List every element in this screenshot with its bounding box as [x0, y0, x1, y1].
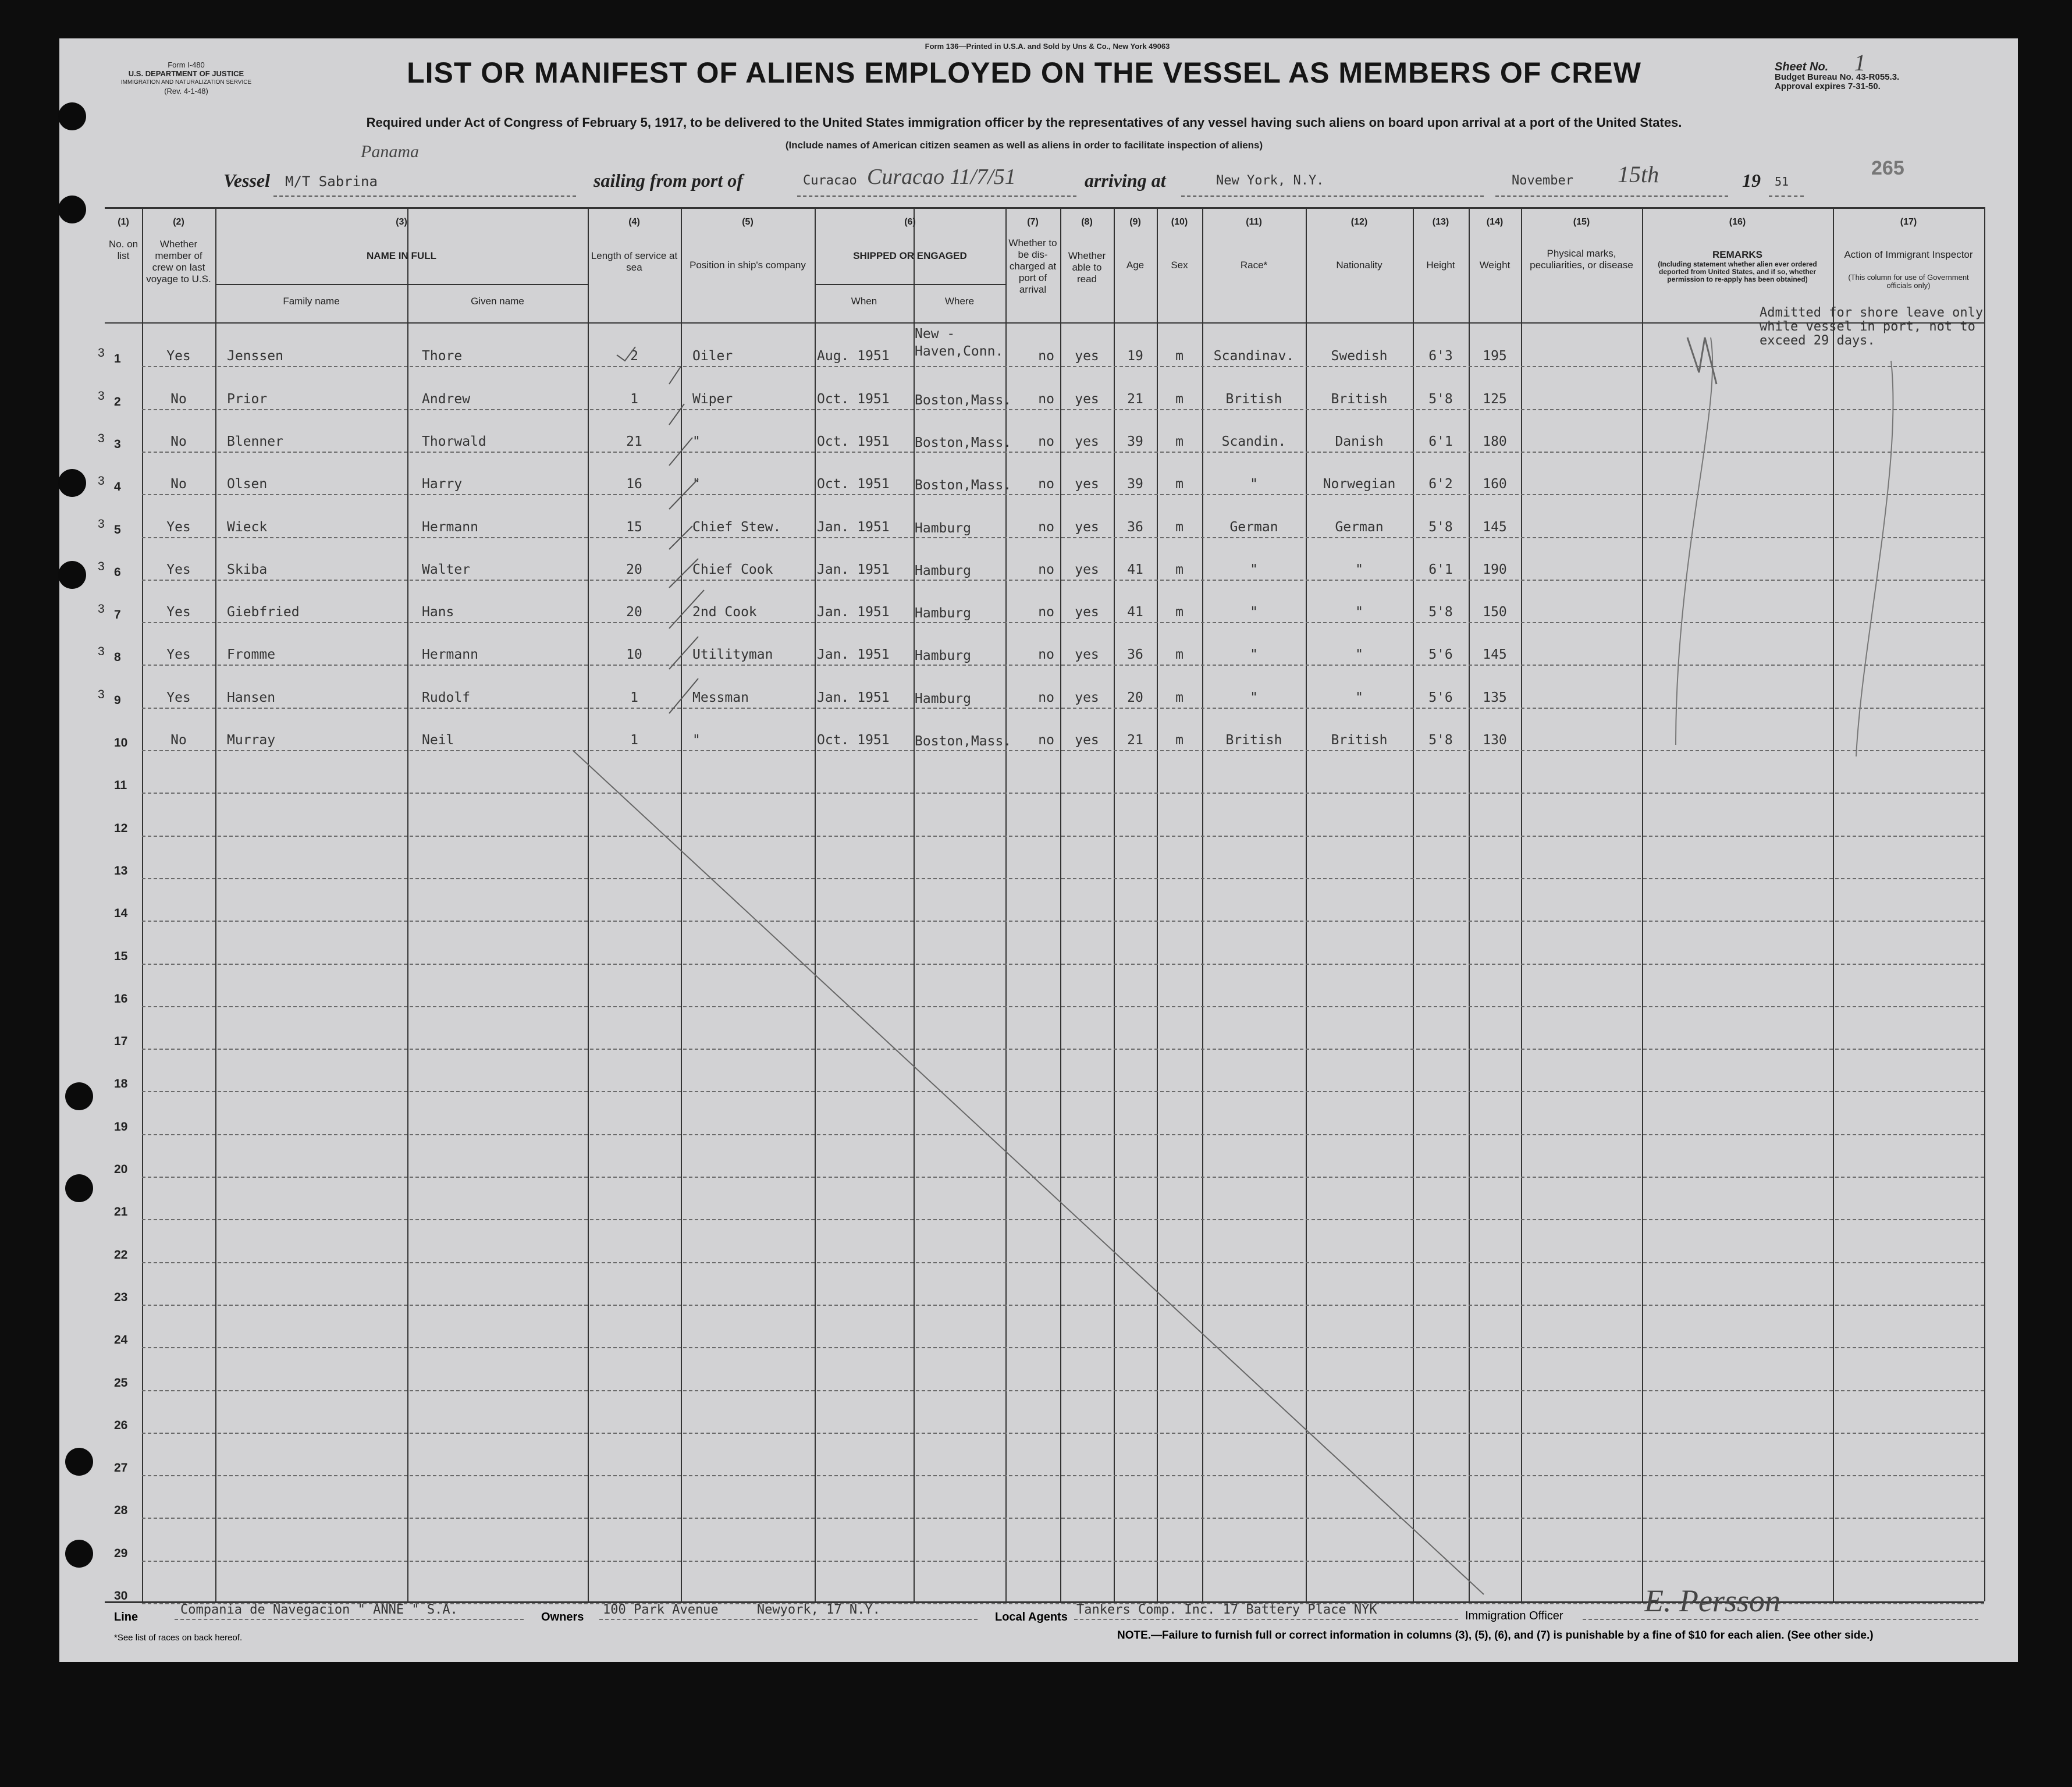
cell-position: Wiper [692, 391, 733, 407]
cell-weight: 135 [1483, 690, 1507, 705]
row-number: 16 [114, 992, 128, 1006]
cell-family: Olsen [227, 477, 268, 492]
approval-expires: Approval expires 7-31-50. [1775, 81, 1881, 91]
budget-bureau: Budget Bureau No. 43-R055.3. [1775, 72, 1900, 82]
cell-nationality: " [1355, 647, 1363, 663]
cell-service: 1 [630, 690, 638, 705]
cell-service: 20 [626, 562, 642, 577]
cell-read: yes [1075, 647, 1099, 663]
cell-weight: 150 [1483, 605, 1507, 620]
cell-when: Oct. 1951 [817, 391, 890, 407]
cell-given: Hans [422, 605, 454, 620]
header-c9: Age [1126, 260, 1145, 271]
arriving-label: arriving at [1085, 170, 1166, 191]
row-number: 23 [114, 1290, 128, 1304]
cell-given: Rudolf [422, 690, 471, 705]
cell-read: yes [1075, 733, 1099, 748]
cell-weight: 180 [1483, 434, 1507, 449]
cell-where: Boston,Mass. [915, 392, 1012, 408]
vessel-flag-note: Panama [361, 142, 419, 161]
header-c6a: When [851, 296, 877, 307]
cell-race: British [1225, 391, 1282, 407]
cell-family: Giebfried [227, 605, 300, 620]
cell-prev: No [170, 477, 187, 492]
cell-when: Jan. 1951 [817, 647, 890, 663]
row-number: 9 [114, 693, 121, 707]
owners-value: 100 Park Avenue Newyork, 17 N.Y. [603, 1603, 880, 1617]
cell-family: Fromme [227, 647, 276, 663]
cell-where: Boston,Mass. [915, 478, 1012, 493]
cell-read: yes [1075, 519, 1099, 535]
cell-service: 16 [626, 477, 642, 492]
cell-position: Chief Stew. [692, 519, 781, 535]
row-prefix: 3 [98, 346, 105, 360]
row-prefix: 3 [98, 687, 105, 701]
cell-age: 21 [1127, 733, 1143, 748]
cell-prev: Yes [166, 349, 191, 364]
cell-age: 36 [1127, 519, 1143, 535]
cell-age: 21 [1127, 391, 1143, 407]
cell-given: Andrew [422, 391, 471, 407]
column-number: (11) [1246, 217, 1262, 227]
cell-weight: 130 [1483, 733, 1507, 748]
sheet-label: Sheet No. [1775, 61, 1829, 73]
row-number: 11 [114, 779, 127, 793]
column-number: (9) [1129, 217, 1141, 227]
line-underline [175, 1619, 524, 1620]
row-number: 6 [114, 565, 121, 579]
cell-prev: Yes [166, 562, 191, 577]
form-number: Form I-480 [168, 61, 205, 69]
column-number: (1) [118, 217, 129, 227]
cell-read: yes [1075, 605, 1099, 620]
cell-prev: No [170, 434, 187, 449]
cell-when: Jan. 1951 [817, 562, 890, 577]
header-c13: Height [1426, 260, 1455, 271]
cell-position: Oiler [692, 349, 733, 364]
column-number: (2) [173, 217, 184, 227]
cell-height: 5'8 [1428, 519, 1453, 535]
row-number: 7 [114, 608, 121, 622]
sheet-number: 1 [1854, 49, 1866, 76]
cell-discharged: no [1038, 434, 1054, 449]
cell-race: " [1250, 605, 1258, 620]
header-c14: Weight [1479, 260, 1511, 271]
row-number: 28 [114, 1504, 128, 1518]
cell-race: " [1250, 477, 1258, 492]
row-prefix: 3 [98, 645, 105, 659]
cell-nationality: Danish [1335, 434, 1384, 449]
column-number: (15) [1573, 217, 1590, 227]
penalty-note: NOTE.—Failure to furnish full or correct information in columns (3), (5), (6), and (7) is punishable by a fine of $10 for each alien. (See other side.) [1117, 1629, 1874, 1642]
header-c17-detail: (This column for use of Government officials only) [1848, 273, 1969, 290]
cell-position: 2nd Cook [692, 605, 757, 620]
sailing-port-handwritten: Curacao 11/7/51 [867, 165, 1016, 189]
cell-height: 5'8 [1428, 605, 1453, 620]
officer-signature: E. Persson [1644, 1583, 1780, 1618]
cell-age: 41 [1127, 605, 1143, 620]
arrival-month: November [1512, 173, 1573, 188]
cell-height: 5'8 [1428, 391, 1453, 407]
printer-line: Form 136—Printed in U.S.A. and Sold by Uns & Co., New York 49063 [925, 42, 1170, 51]
cell-discharged: no [1038, 391, 1054, 407]
cell-discharged: no [1038, 733, 1054, 748]
header-c16: REMARKS [1712, 249, 1762, 260]
cell-family: Wieck [227, 519, 268, 535]
cell-discharged: no [1038, 519, 1054, 535]
row-number: 29 [114, 1546, 128, 1560]
form-title: LIST OR MANIFEST OF ALIENS EMPLOYED ON THE VESSEL AS MEMBERS OF CREW [407, 56, 1641, 89]
cell-weight: 145 [1483, 519, 1507, 535]
cell-given: Walter [422, 562, 471, 577]
header-c3b: Given name [471, 296, 524, 307]
agents-label: Local Agents [995, 1611, 1068, 1623]
cell-where: Hamburg [915, 648, 971, 664]
cell-prev: Yes [166, 647, 191, 663]
department: U.S. DEPARTMENT OF JUSTICE [128, 69, 244, 78]
cell-height: 6'3 [1428, 349, 1453, 364]
cell-race: " [1250, 562, 1258, 577]
cell-read: yes [1075, 434, 1099, 449]
owners-label: Owners [541, 1611, 584, 1623]
sailing-port: Curacao [803, 173, 857, 188]
row-number: 10 [114, 736, 128, 749]
cell-when: Aug. 1951 [817, 349, 890, 364]
sailing-label: sailing from port of [593, 170, 743, 191]
cell-service: 1 [630, 391, 638, 407]
owners-underline [599, 1619, 978, 1620]
cell-age: 19 [1127, 349, 1143, 364]
cell-service: 2 [630, 349, 638, 364]
cell-age: 20 [1127, 690, 1143, 705]
row-number: 27 [114, 1461, 128, 1475]
cell-when: Jan. 1951 [817, 605, 890, 620]
officer-underline [1583, 1619, 1978, 1620]
cell-sex: m [1175, 690, 1184, 705]
cell-read: yes [1075, 349, 1099, 364]
revision: (Rev. 4-1-48) [164, 87, 208, 95]
cell-service: 10 [626, 647, 642, 663]
row-number: 1 [114, 352, 121, 366]
row-number: 20 [114, 1163, 128, 1176]
required-text: Required under Act of Congress of February 5, 1917, to be delivered to the United States immigration officer by the representatives of any vessel having such aliens on board upon arrival at a port of the United States. [366, 115, 1682, 130]
row-number: 17 [114, 1035, 128, 1049]
cell-weight: 190 [1483, 562, 1507, 577]
header-c3: NAME IN FULL [367, 250, 436, 261]
cell-service: 20 [626, 605, 642, 620]
row-number: 24 [114, 1333, 128, 1347]
arriving-port: New York, N.Y. [1216, 173, 1324, 188]
cell-nationality: British [1331, 733, 1388, 748]
cell-height: 6'2 [1428, 477, 1453, 492]
header-c8: Whether able to read [1068, 250, 1106, 285]
header-c17: Action of Immigrant Inspector [1844, 249, 1973, 260]
cell-race: German [1229, 519, 1278, 535]
line-label: Line [114, 1611, 138, 1623]
header-c10: Sex [1171, 260, 1188, 271]
line-value: Compania de Navegacion " ANNE " S.A. [180, 1603, 458, 1617]
cell-family: Hansen [227, 690, 276, 705]
cell-read: yes [1075, 562, 1099, 577]
cell-prev: Yes [166, 519, 191, 535]
cell-nationality: Norwegian [1323, 477, 1396, 492]
include-text: (Include names of American citizen seamen as well as aliens in order to facilitate inspection of aliens) [785, 140, 1263, 151]
cell-when: Jan. 1951 [817, 690, 890, 705]
header-c12: Nationality [1336, 260, 1382, 271]
cell-position: " [692, 434, 701, 449]
row-number: 12 [114, 821, 128, 835]
check-marks [617, 347, 704, 713]
cell-sex: m [1175, 647, 1184, 663]
row-prefix: 3 [98, 559, 105, 573]
cell-discharged: no [1038, 605, 1054, 620]
cell-service: 1 [630, 733, 638, 748]
row-number: 21 [114, 1205, 128, 1219]
cell-where: New - Haven,Conn. [915, 326, 1004, 360]
cell-read: yes [1075, 391, 1099, 407]
cell-family: Skiba [227, 562, 268, 577]
header-c4: Length of service at sea [591, 250, 678, 273]
cell-nationality: " [1355, 690, 1363, 705]
year: 51 [1775, 175, 1789, 189]
cell-nationality: German [1335, 519, 1384, 535]
cell-nationality: " [1355, 605, 1363, 620]
cell-where: Hamburg [915, 606, 971, 621]
cell-age: 39 [1127, 477, 1143, 492]
row-number: 19 [114, 1120, 128, 1134]
cell-where: Hamburg [915, 691, 971, 706]
header-c3a: Family name [283, 296, 340, 307]
year-prefix: 19 [1742, 170, 1761, 191]
column-number: (14) [1486, 217, 1504, 227]
races-note: *See list of races on back hereof. [114, 1633, 243, 1643]
cell-race: Scandinav. [1213, 349, 1295, 364]
cell-prev: Yes [166, 690, 191, 705]
arrival-day: 15th [1618, 161, 1659, 187]
cell-sex: m [1175, 733, 1184, 748]
agents-underline [1074, 1619, 1458, 1620]
column-number: (10) [1171, 217, 1188, 227]
cell-service: 21 [626, 434, 642, 449]
header-c2: Whether member of crew on last voyage to U.S. [146, 239, 211, 285]
cell-height: 6'1 [1428, 434, 1453, 449]
cell-discharged: no [1038, 690, 1054, 705]
cell-family: Murray [227, 733, 276, 748]
row-number: 2 [114, 395, 121, 408]
cell-age: 36 [1127, 647, 1143, 663]
cell-prev: Yes [166, 605, 191, 620]
row-number: 25 [114, 1376, 128, 1390]
row-prefix: 3 [98, 474, 105, 488]
cell-sex: m [1175, 349, 1184, 364]
header-c5: Position in ship's company [690, 260, 806, 271]
cell-family: Jenssen [227, 349, 283, 364]
header-c6b: Where [944, 296, 975, 307]
cancel-diagonal [573, 751, 1484, 1594]
column-number: (12) [1350, 217, 1368, 227]
officer-label: Immigration Officer [1465, 1610, 1563, 1622]
column-number: (6) [904, 217, 916, 227]
cell-where: Boston,Mass. [915, 435, 1012, 450]
cell-when: Oct. 1951 [817, 733, 890, 748]
cell-sex: m [1175, 562, 1184, 577]
cell-age: 39 [1127, 434, 1143, 449]
cell-weight: 195 [1483, 349, 1507, 364]
cell-race: British [1225, 733, 1282, 748]
cell-read: yes [1075, 690, 1099, 705]
cell-prev: No [170, 733, 187, 748]
row-number: 26 [114, 1418, 128, 1432]
cell-weight: 125 [1483, 391, 1507, 407]
cell-nationality: " [1355, 562, 1363, 577]
cell-weight: 160 [1483, 477, 1507, 492]
row-number: 5 [114, 523, 121, 537]
cell-height: 6'1 [1428, 562, 1453, 577]
cell-when: Jan. 1951 [817, 519, 890, 535]
action-bracket-mark [1856, 361, 1893, 756]
vessel-label: Vessel [223, 170, 270, 191]
cell-sex: m [1175, 519, 1184, 535]
cell-prev: No [170, 391, 187, 407]
column-number: (16) [1729, 217, 1746, 227]
cell-position: Chief Cook [692, 562, 773, 577]
cell-given: Neil [422, 733, 454, 748]
cell-sex: m [1175, 391, 1184, 407]
cell-sex: m [1175, 477, 1184, 492]
row-number: 4 [114, 480, 121, 494]
cell-nationality: Swedish [1331, 349, 1388, 364]
cell-race: " [1250, 647, 1258, 663]
page-stamp: 265 [1871, 157, 1904, 179]
column-number: (4) [628, 217, 640, 227]
inspector-bracket-mark [1676, 337, 1712, 745]
header-c11: Race* [1240, 260, 1268, 271]
cell-position: Utilityman [692, 647, 773, 663]
row-number: 22 [114, 1248, 128, 1262]
cell-discharged: no [1038, 477, 1054, 492]
row-prefix: 3 [98, 431, 105, 445]
cell-weight: 145 [1483, 647, 1507, 663]
column-number: (17) [1900, 217, 1917, 227]
cell-where: Hamburg [915, 563, 971, 578]
header-c6: SHIPPED OR ENGAGED [853, 250, 967, 261]
cell-given: Harry [422, 477, 463, 492]
header-c15: Physical marks, peculiarities, or disease [1530, 248, 1633, 271]
row-number: 3 [114, 437, 121, 451]
cell-where: Hamburg [915, 520, 971, 536]
header-c1: No. on list [108, 239, 138, 261]
cell-service: 15 [626, 519, 642, 535]
cell-given: Hermann [422, 647, 478, 663]
cell-nationality: British [1331, 391, 1388, 407]
cell-discharged: no [1038, 647, 1054, 663]
column-number: (13) [1432, 217, 1449, 227]
row-prefix: 3 [98, 389, 105, 403]
cell-age: 41 [1127, 562, 1143, 577]
cell-height: 5'6 [1428, 690, 1453, 705]
row-number: 13 [114, 864, 128, 877]
header-c16-detail: (Including statement whether alien ever ordered deported from United States, and if so, whether permission to re-apply has been obtained) [1658, 260, 1817, 283]
row-prefix: 3 [98, 517, 105, 531]
cell-discharged: no [1038, 562, 1054, 577]
remarks-note: Admitted for shore leave only while vessel in port, not to exceed 29 days. [1760, 305, 1984, 348]
cell-discharged: no [1038, 349, 1054, 364]
cell-sex: m [1175, 605, 1184, 620]
cell-position: " [692, 733, 701, 748]
vessel-name: M/T Sabrina [285, 173, 378, 190]
cell-race: " [1250, 690, 1258, 705]
cell-where: Boston,Mass. [915, 734, 1012, 749]
cell-height: 5'6 [1428, 647, 1453, 663]
cell-given: Hermann [422, 519, 478, 535]
column-number: (7) [1027, 217, 1039, 227]
cell-position: " [692, 477, 701, 492]
row-number: 18 [114, 1077, 128, 1091]
row-number: 30 [114, 1589, 128, 1603]
cell-race: Scandin. [1221, 434, 1286, 449]
agents-value: Tankers Comp. Inc. 17 Battery Place NYK [1076, 1603, 1377, 1617]
cell-height: 5'8 [1428, 733, 1453, 748]
cell-sex: m [1175, 434, 1184, 449]
cell-family: Prior [227, 391, 268, 407]
row-number: 15 [114, 949, 128, 963]
header-c7: Whether to be dis-charged at port of arrival [1008, 237, 1057, 295]
row-number: 8 [114, 651, 121, 665]
cell-when: Oct. 1951 [817, 477, 890, 492]
cell-given: Thorwald [422, 434, 486, 449]
cell-read: yes [1075, 477, 1099, 492]
cell-when: Oct. 1951 [817, 434, 890, 449]
cell-given: Thore [422, 349, 463, 364]
service: IMMIGRATION AND NATURALIZATION SERVICE [120, 79, 252, 86]
row-prefix: 3 [98, 602, 105, 616]
column-number: (8) [1081, 217, 1093, 227]
cell-position: Messman [692, 690, 749, 705]
column-number: (3) [396, 217, 407, 227]
column-number: (5) [742, 217, 754, 227]
cell-family: Blenner [227, 434, 283, 449]
row-number: 14 [114, 907, 128, 921]
